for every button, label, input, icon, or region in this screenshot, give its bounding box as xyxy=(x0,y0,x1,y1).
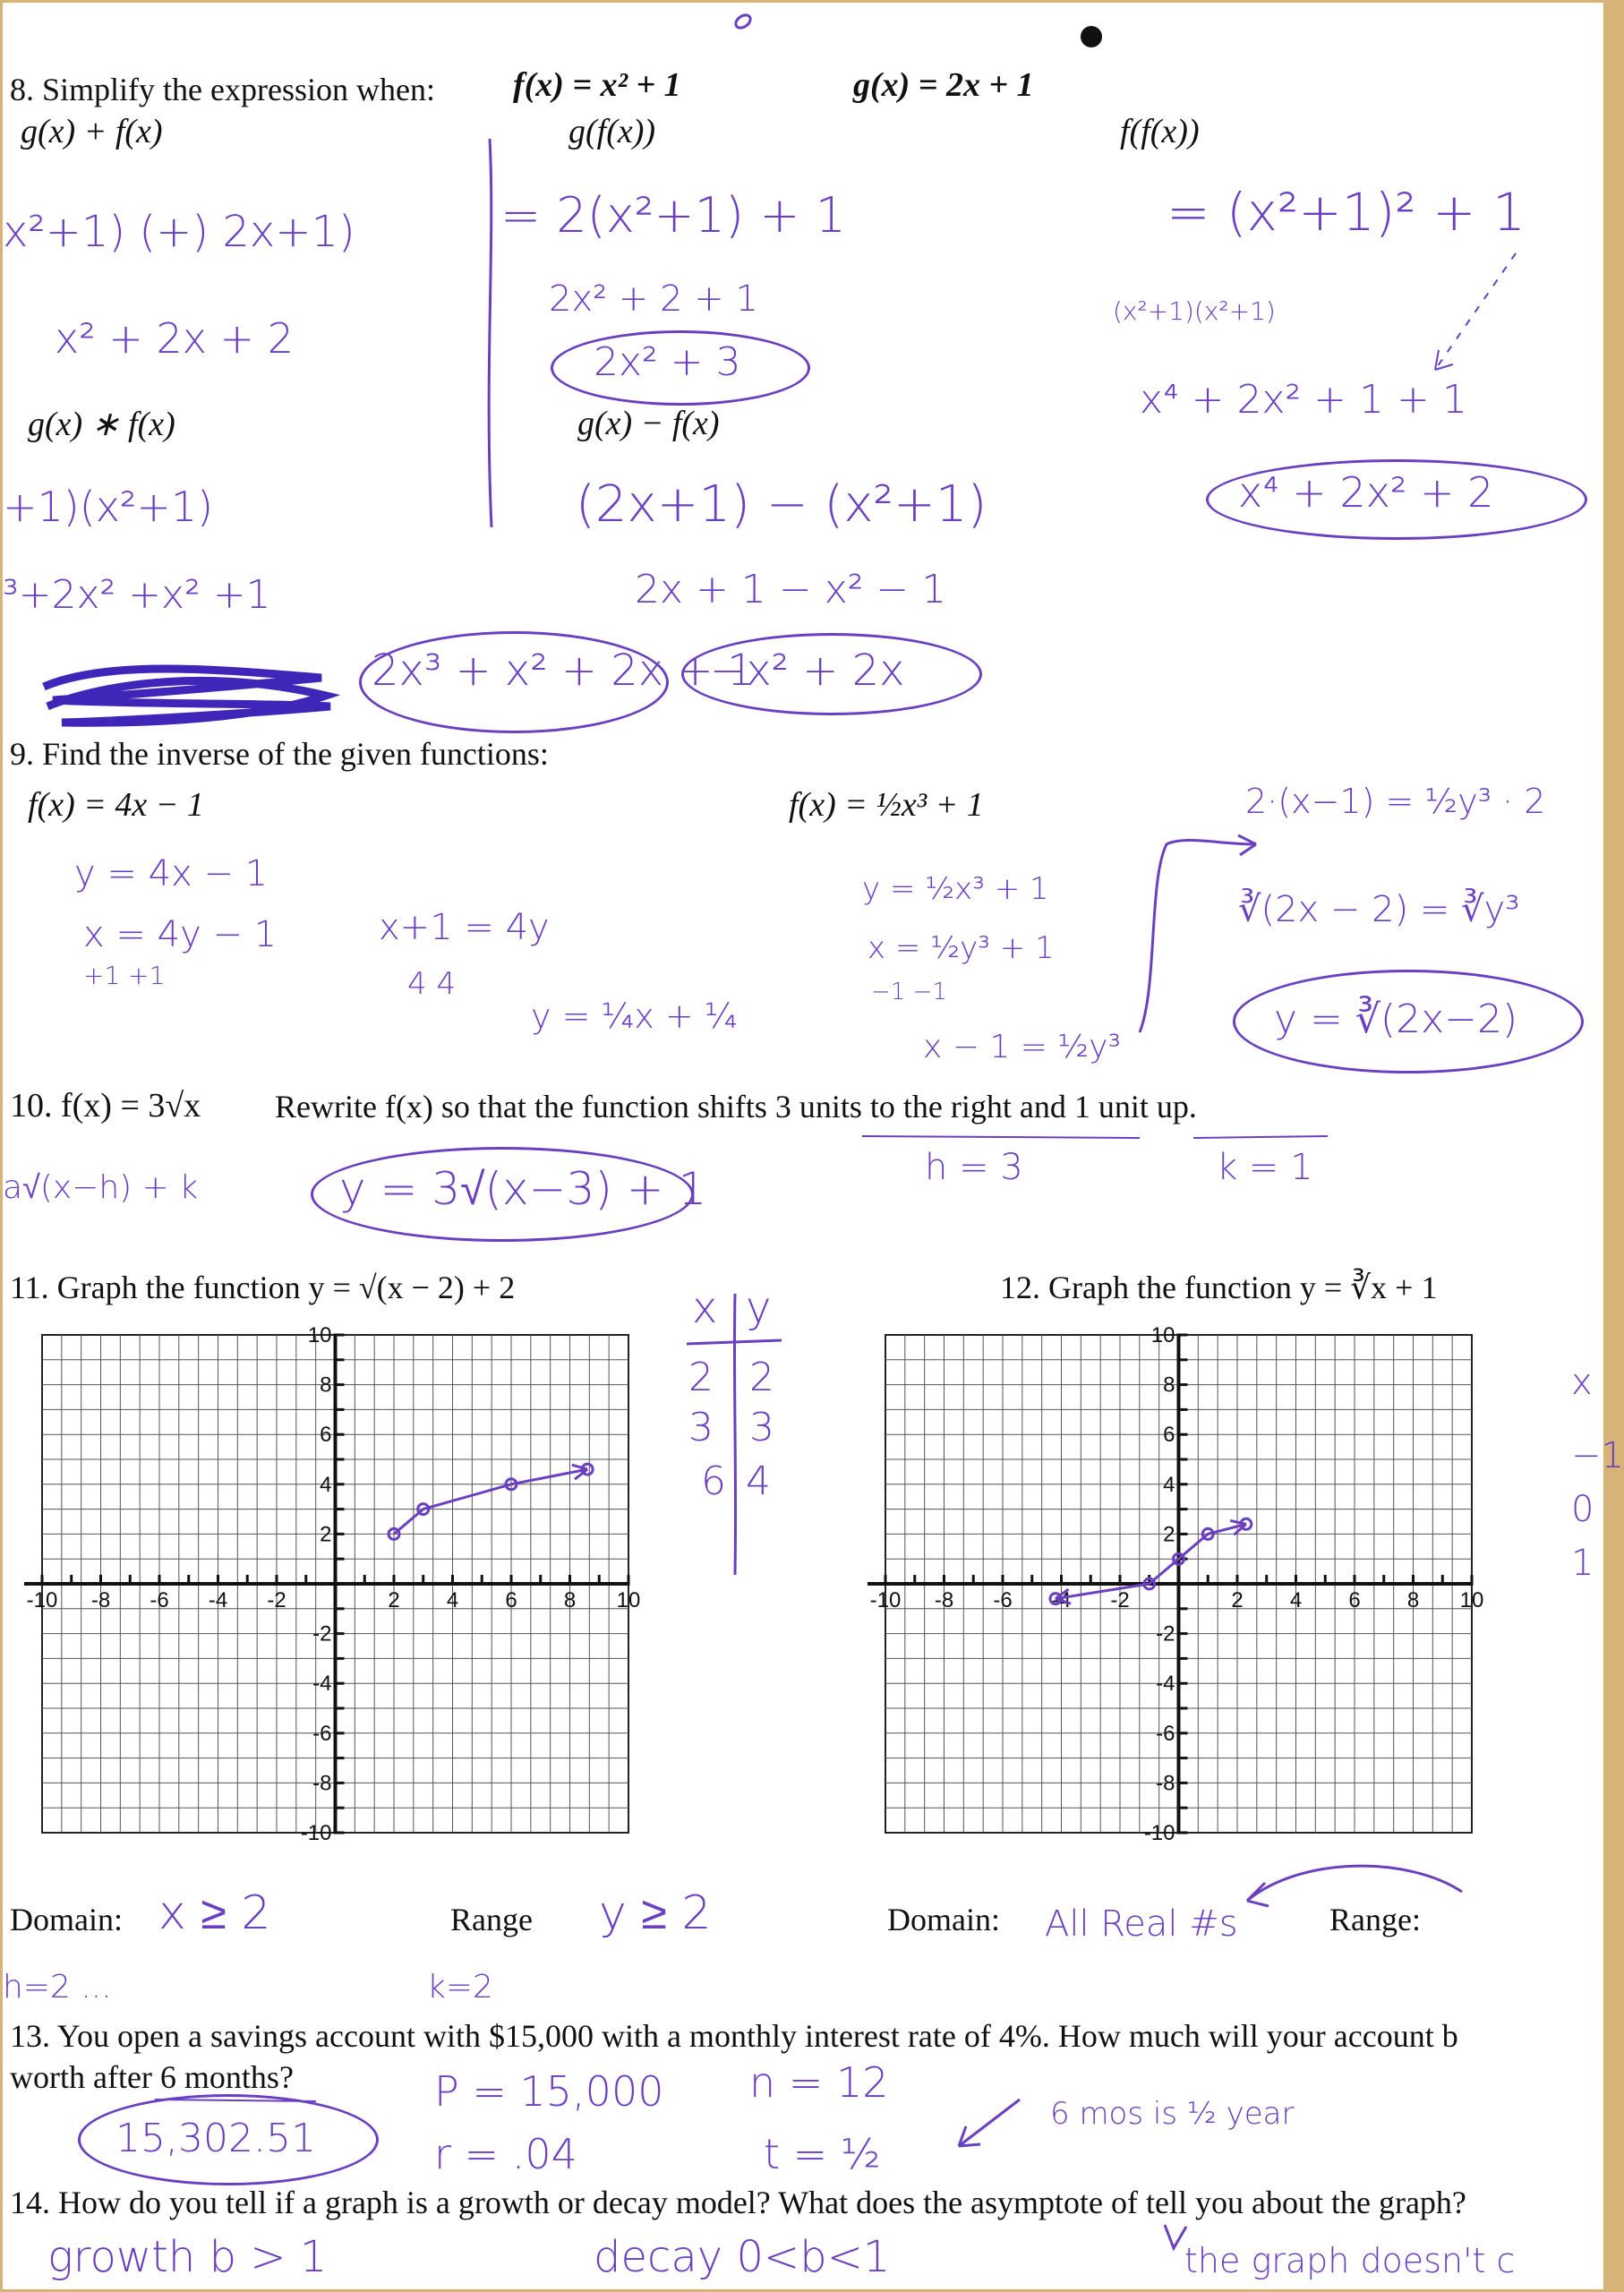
q8-difference-work-2: 2x + 1 − x² − 1 xyxy=(635,567,947,612)
q11-table-header-y: y xyxy=(746,1283,772,1333)
q11-table-cell: 4 xyxy=(746,1458,771,1504)
q8-sum-work-1: x²+1) (+) 2x+1) xyxy=(3,207,355,257)
x-tick-label: 4 xyxy=(1289,1588,1303,1612)
y-tick-label: -8 xyxy=(312,1771,332,1796)
q8-f-definition: f(x) = x² + 1 xyxy=(513,66,681,104)
x-tick-label: -8 xyxy=(934,1588,954,1612)
q8-prompt: 8. Simplify the expression when: xyxy=(10,72,435,107)
q9b-answer: y = ∛(2x−2) xyxy=(1274,996,1518,1042)
q8-difference-work-1: (2x+1) − (x²+1) xyxy=(576,475,987,534)
q11-table-header-x: x xyxy=(692,1283,718,1333)
q9-prompt: 9. Find the inverse of the given functions: xyxy=(10,736,549,772)
q14-note: the graph doesn't c xyxy=(1184,2241,1516,2280)
q9a-work-line: y = 4x − 1 xyxy=(74,853,269,894)
q9a-work-line: x = 4y − 1 xyxy=(83,914,278,955)
q8-difference-answer: −x² + 2x xyxy=(710,646,905,696)
q11-note-h: h=2 ... xyxy=(3,1969,112,2006)
q8-ff-work-2: (x²+1)(x²+1) xyxy=(1113,296,1276,326)
q8-gf-work-2: 2x² + 2 + 1 xyxy=(549,278,758,320)
q9a-work-line: y = ¼x + ¼ xyxy=(531,996,738,1036)
q12-margin-table: 0 xyxy=(1571,1489,1594,1530)
x-tick-label: -8 xyxy=(90,1588,111,1612)
q12-domain-label: Domain: xyxy=(887,1902,1000,1937)
y-tick-label: -6 xyxy=(1156,1721,1175,1746)
y-tick-label: -8 xyxy=(1156,1771,1175,1796)
q8-product-label: g(x) ∗ f(x) xyxy=(28,406,175,443)
q14-decay: decay 0<b<1 xyxy=(594,2232,891,2282)
q11-table-cell: 6 xyxy=(701,1458,726,1504)
q11-table-cell: 2 xyxy=(749,1355,774,1400)
y-tick-label: -10 xyxy=(1143,1821,1175,1845)
q8-ff-answer: x⁴ + 2x² + 2 xyxy=(1238,468,1494,517)
x-tick-label: 2 xyxy=(388,1588,400,1612)
q12-margin-table: 1 xyxy=(1571,1543,1594,1584)
q9b-work-line: x = ½y³ + 1 xyxy=(868,930,1055,966)
q8-sum-label: g(x) + f(x) xyxy=(21,113,163,150)
q8-ff-arrow xyxy=(1417,244,1525,388)
q13-answer: 15,302.51 xyxy=(115,2116,316,2161)
q13-t-value: t = ½ xyxy=(764,2130,881,2178)
q9-function-a: f(x) = 4x − 1 xyxy=(28,786,204,824)
x-tick-label: -4 xyxy=(208,1588,228,1612)
x-tick-label: -10 xyxy=(26,1588,58,1612)
q9b-work-line: ∛(2x − 2) = ∛y³ xyxy=(1238,889,1520,930)
y-tick-label: 8 xyxy=(320,1373,332,1398)
q11-range-answer: y ≥ 2 xyxy=(599,1886,712,1940)
q14-prompt: 14. How do you tell if a graph is a growth or decay model? What does the asymptote of tell you about the graph? xyxy=(10,2185,1466,2220)
y-tick-label: 8 xyxy=(1163,1373,1175,1398)
q8-ff-work-1: = (x²+1)² + 1 xyxy=(1167,182,1526,243)
y-tick-label: 2 xyxy=(1163,1522,1175,1547)
q10-answer: y = 3√(x−3) + 1 xyxy=(339,1163,707,1215)
x-tick-label: -4 xyxy=(1051,1588,1072,1612)
q14-growth: growth b > 1 xyxy=(47,2232,328,2282)
y-tick-label: 10 xyxy=(307,1323,332,1347)
q11-domain-label: Domain: xyxy=(10,1902,123,1937)
q12-prompt: 12. Graph the function y = ∛x + 1 xyxy=(1000,1270,1438,1305)
q9b-work-line: −1 −1 xyxy=(871,979,947,1005)
y-tick-label: -6 xyxy=(312,1721,332,1746)
y-tick-label: -4 xyxy=(312,1672,332,1697)
y-tick-label: -4 xyxy=(1156,1672,1175,1697)
q10-prompt-function: 10. f(x) = 3√x xyxy=(10,1087,201,1125)
q10-prompt-text: Rewrite f(x) so that the function shifts 3 units to the right and 1 unit up. xyxy=(275,1089,1197,1125)
q11-table-cell: 2 xyxy=(688,1355,714,1400)
q11-table-cell: 3 xyxy=(749,1405,774,1450)
q9b-work-line: x − 1 = ½y³ xyxy=(923,1029,1121,1065)
worksheet-page xyxy=(3,3,1624,2289)
stray-ink-mark xyxy=(730,8,756,35)
y-tick-label: 6 xyxy=(320,1423,332,1448)
x-tick-label: 6 xyxy=(1348,1588,1361,1612)
q10-vertex-form: a√(x−h) + k xyxy=(3,1169,199,1206)
x-tick-label: 6 xyxy=(505,1588,517,1612)
q13-note: 6 mos is ½ year xyxy=(1050,2096,1295,2132)
q8-product-answer: 2x³ + x² + 2x + 1 xyxy=(372,646,755,696)
q8-product-work-2: ³+2x² +x² +1 xyxy=(3,572,271,618)
q12-graph xyxy=(860,1323,1487,1845)
q8-difference-label: g(x) − f(x) xyxy=(577,405,720,442)
q9a-work-line: 4 4 xyxy=(407,966,457,1002)
q9a-work-line: +1 +1 xyxy=(83,961,166,990)
q13-rate: r = .04 xyxy=(434,2130,577,2178)
y-tick-label: 2 xyxy=(320,1522,332,1547)
x-tick-label: -10 xyxy=(869,1588,902,1612)
x-tick-label: 8 xyxy=(563,1588,577,1612)
q8-gf-answer: 2x² + 3 xyxy=(594,339,741,385)
q10-h-value: h = 3 xyxy=(925,1147,1023,1188)
q8-product-work-1: +1)(x²+1) xyxy=(3,483,214,531)
q8-sum-work-2: x² + 2x + 2 xyxy=(55,314,294,363)
x-tick-label: 2 xyxy=(1231,1588,1244,1612)
q8-comp-gf-label: g(f(x)) xyxy=(568,113,656,150)
x-tick-label: 10 xyxy=(616,1588,641,1612)
q11-graph xyxy=(24,1323,641,1845)
q13-n-value: n = 12 xyxy=(749,2058,889,2107)
q12-range-label: Range: xyxy=(1329,1902,1421,1937)
x-tick-label: -2 xyxy=(1110,1588,1130,1612)
x-tick-label: -6 xyxy=(993,1588,1013,1612)
q12-margin-table: x xyxy=(1571,1362,1593,1403)
q11-prompt: 11. Graph the function y = √(x − 2) + 2 xyxy=(10,1270,516,1305)
x-tick-label: -2 xyxy=(267,1588,286,1612)
q13-principal: P = 15,000 xyxy=(434,2067,664,2116)
q12-domain-answer: All Real #s xyxy=(1045,1903,1238,1945)
q10-k-value: k = 1 xyxy=(1217,1147,1313,1188)
x-tick-label: 10 xyxy=(1459,1588,1484,1612)
q11-domain-answer: x ≥ 2 xyxy=(158,1886,271,1940)
y-tick-label: -2 xyxy=(1156,1621,1175,1646)
q13-prompt-line-2: worth after 6 months? xyxy=(10,2059,294,2095)
q11-table-cell: 3 xyxy=(688,1405,714,1450)
y-tick-label: -10 xyxy=(300,1821,332,1845)
y-tick-label: 6 xyxy=(1163,1423,1175,1448)
y-tick-label: 4 xyxy=(1163,1472,1175,1497)
q8-comp-ff-label: f(f(x)) xyxy=(1120,113,1200,150)
q11-note-k: k=2 xyxy=(427,1969,493,2006)
q9b-work-line: y = ½x³ + 1 xyxy=(862,871,1049,907)
q11-range-label: Range xyxy=(450,1902,533,1937)
y-tick-label: -2 xyxy=(312,1621,332,1646)
y-tick-label: 10 xyxy=(1150,1323,1175,1347)
q8-gf-work-1: = 2(x²+1) + 1 xyxy=(500,187,847,244)
q9a-work-line: x+1 = 4y xyxy=(379,907,550,948)
y-tick-label: 4 xyxy=(320,1472,332,1497)
q9b-work-line: 2·(x−1) = ½y³ · 2 xyxy=(1245,782,1546,821)
q8-ff-work-3: x⁴ + 2x² + 1 + 1 xyxy=(1140,377,1467,423)
x-tick-label: -6 xyxy=(150,1588,169,1612)
x-tick-label: 4 xyxy=(446,1588,459,1612)
q8-scribble xyxy=(35,651,339,731)
q8-g-definition: g(x) = 2x + 1 xyxy=(853,66,1034,104)
x-tick-label: 8 xyxy=(1406,1588,1420,1612)
q13-prompt-line-1: 13. You open a savings account with $15,000 with a monthly interest rate of 4%. How much will your account b xyxy=(10,2018,1458,2054)
stray-ink-blot xyxy=(1073,19,1109,55)
q9-function-b: f(x) = ½x³ + 1 xyxy=(789,786,984,824)
q13-arrow xyxy=(948,2094,1029,2157)
q12-margin-table: −1 xyxy=(1571,1435,1624,1476)
